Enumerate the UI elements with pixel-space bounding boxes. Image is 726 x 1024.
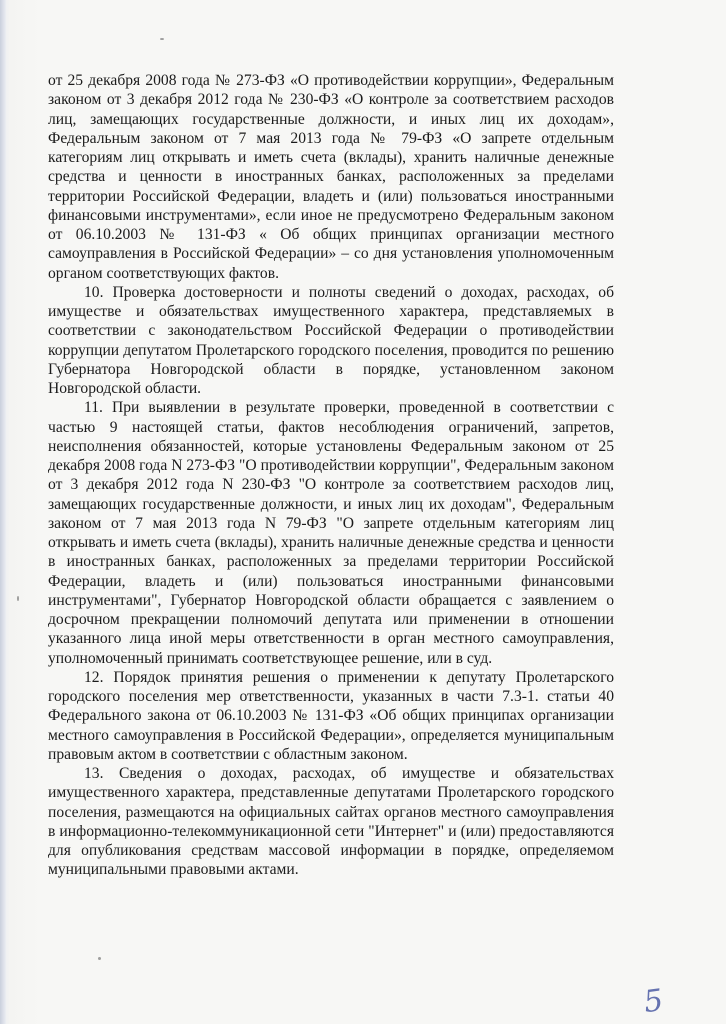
paragraph-10: 10. Проверка достоверности и полноты сведений о доходах, расходах, об имуществе и обязательствах имущественного характера, представляемых в соответствии с законодательством Российской Федерации о противодействии коррупции депутатом Пролетарского городского поселения, проводится по решению Губернатора Новгородской области в порядке, установленном законом Новгородской области. xyxy=(48,283,614,397)
scan-edge xyxy=(0,0,6,1024)
scan-speck xyxy=(160,38,164,40)
scan-speck xyxy=(98,957,101,960)
handwritten-page-number: 5 xyxy=(641,982,666,1021)
paragraph-continuation: от 25 декабря 2008 года № 273-ФЗ «О противодействии коррупции», Федеральным законом от 3 декабря 2012 года № 230-ФЗ «О контроле за соответствием расходов лиц, замещающих государственные должности, и иных лиц их доходам», Федеральным законом от 7 мая 2013 года № 79-ФЗ «О запрете отдельным категориям лиц открывать и иметь счета (вклады), хранить наличные денежные средства и ценности в иностранных банках, расположенных за пределами территории Российской Федерации, владеть и (или) пользоваться иностранными финансовыми инструментами», если иное не предусмотрено Федеральным законом от 06.10.2003 № 131-ФЗ « Об общих принципах организации местного самоуправления в Российской Федерации» – со дня установления уполномоченным органом соответствующих фактов. xyxy=(48,72,614,282)
document-body xyxy=(48,71,614,880)
paragraph-11: 11. При выявлении в результате проверки, проведенной в соответствии с частью 9 настоящей статьи, фактов несоблюдения ограничений, запретов, неисполнения обязанностей, которые установлены Федеральным законом от 25 декабря 2008 года N 273-ФЗ "О противодействии коррупции", Федеральным законом от 3 декабря 2012 года N 230-ФЗ "О контроле за соответствием расходов лиц, замещающих государственные должности, и иных лиц их доходам", Федеральным законом от 7 мая 2013 года N 79-ФЗ "О запрете отдельным категориям лиц открывать и иметь счета (вклады), хранить наличные денежные средства и ценности в иностранных банках, расположенных за пределами территории Российской Федерации, владеть и (или) пользоваться иностранными финансовыми инструментами", Губернатор Новгородской области обращается с заявлением о досрочном прекращении полномочий депутата или применении в отношении указанного лица иной меры ответственности в орган местного самоуправления, уполномоченный принимать соответствующее решение, или в суд. xyxy=(48,399,614,667)
scan-speck xyxy=(17,596,19,601)
paragraph-12: 12. Порядок принятия решения о применении к депутату Пролетарского городского поселения мер ответственности, указанных в части 7.3-1. статьи 40 Федерального закона от 06.10.2003 № 131-ФЗ «Об общих принципах организации местного самоуправления в Российской Федерации», определяется муниципальным правовым актом в соответствии с областным законом. xyxy=(48,668,614,763)
paragraph-13: 13. Сведения о доходах, расходах, об имуществе и обязательствах имущественного характера, представленные депутатами Пролетарского городского поселения, размещаются на официальных сайтах органов местного самоуправления в информационно-телекоммуникационной сети "Интернет" и (или) предоставляются для опубликования средствам массовой информации в порядке, определяемом муниципальными правовыми актами. xyxy=(48,765,614,879)
